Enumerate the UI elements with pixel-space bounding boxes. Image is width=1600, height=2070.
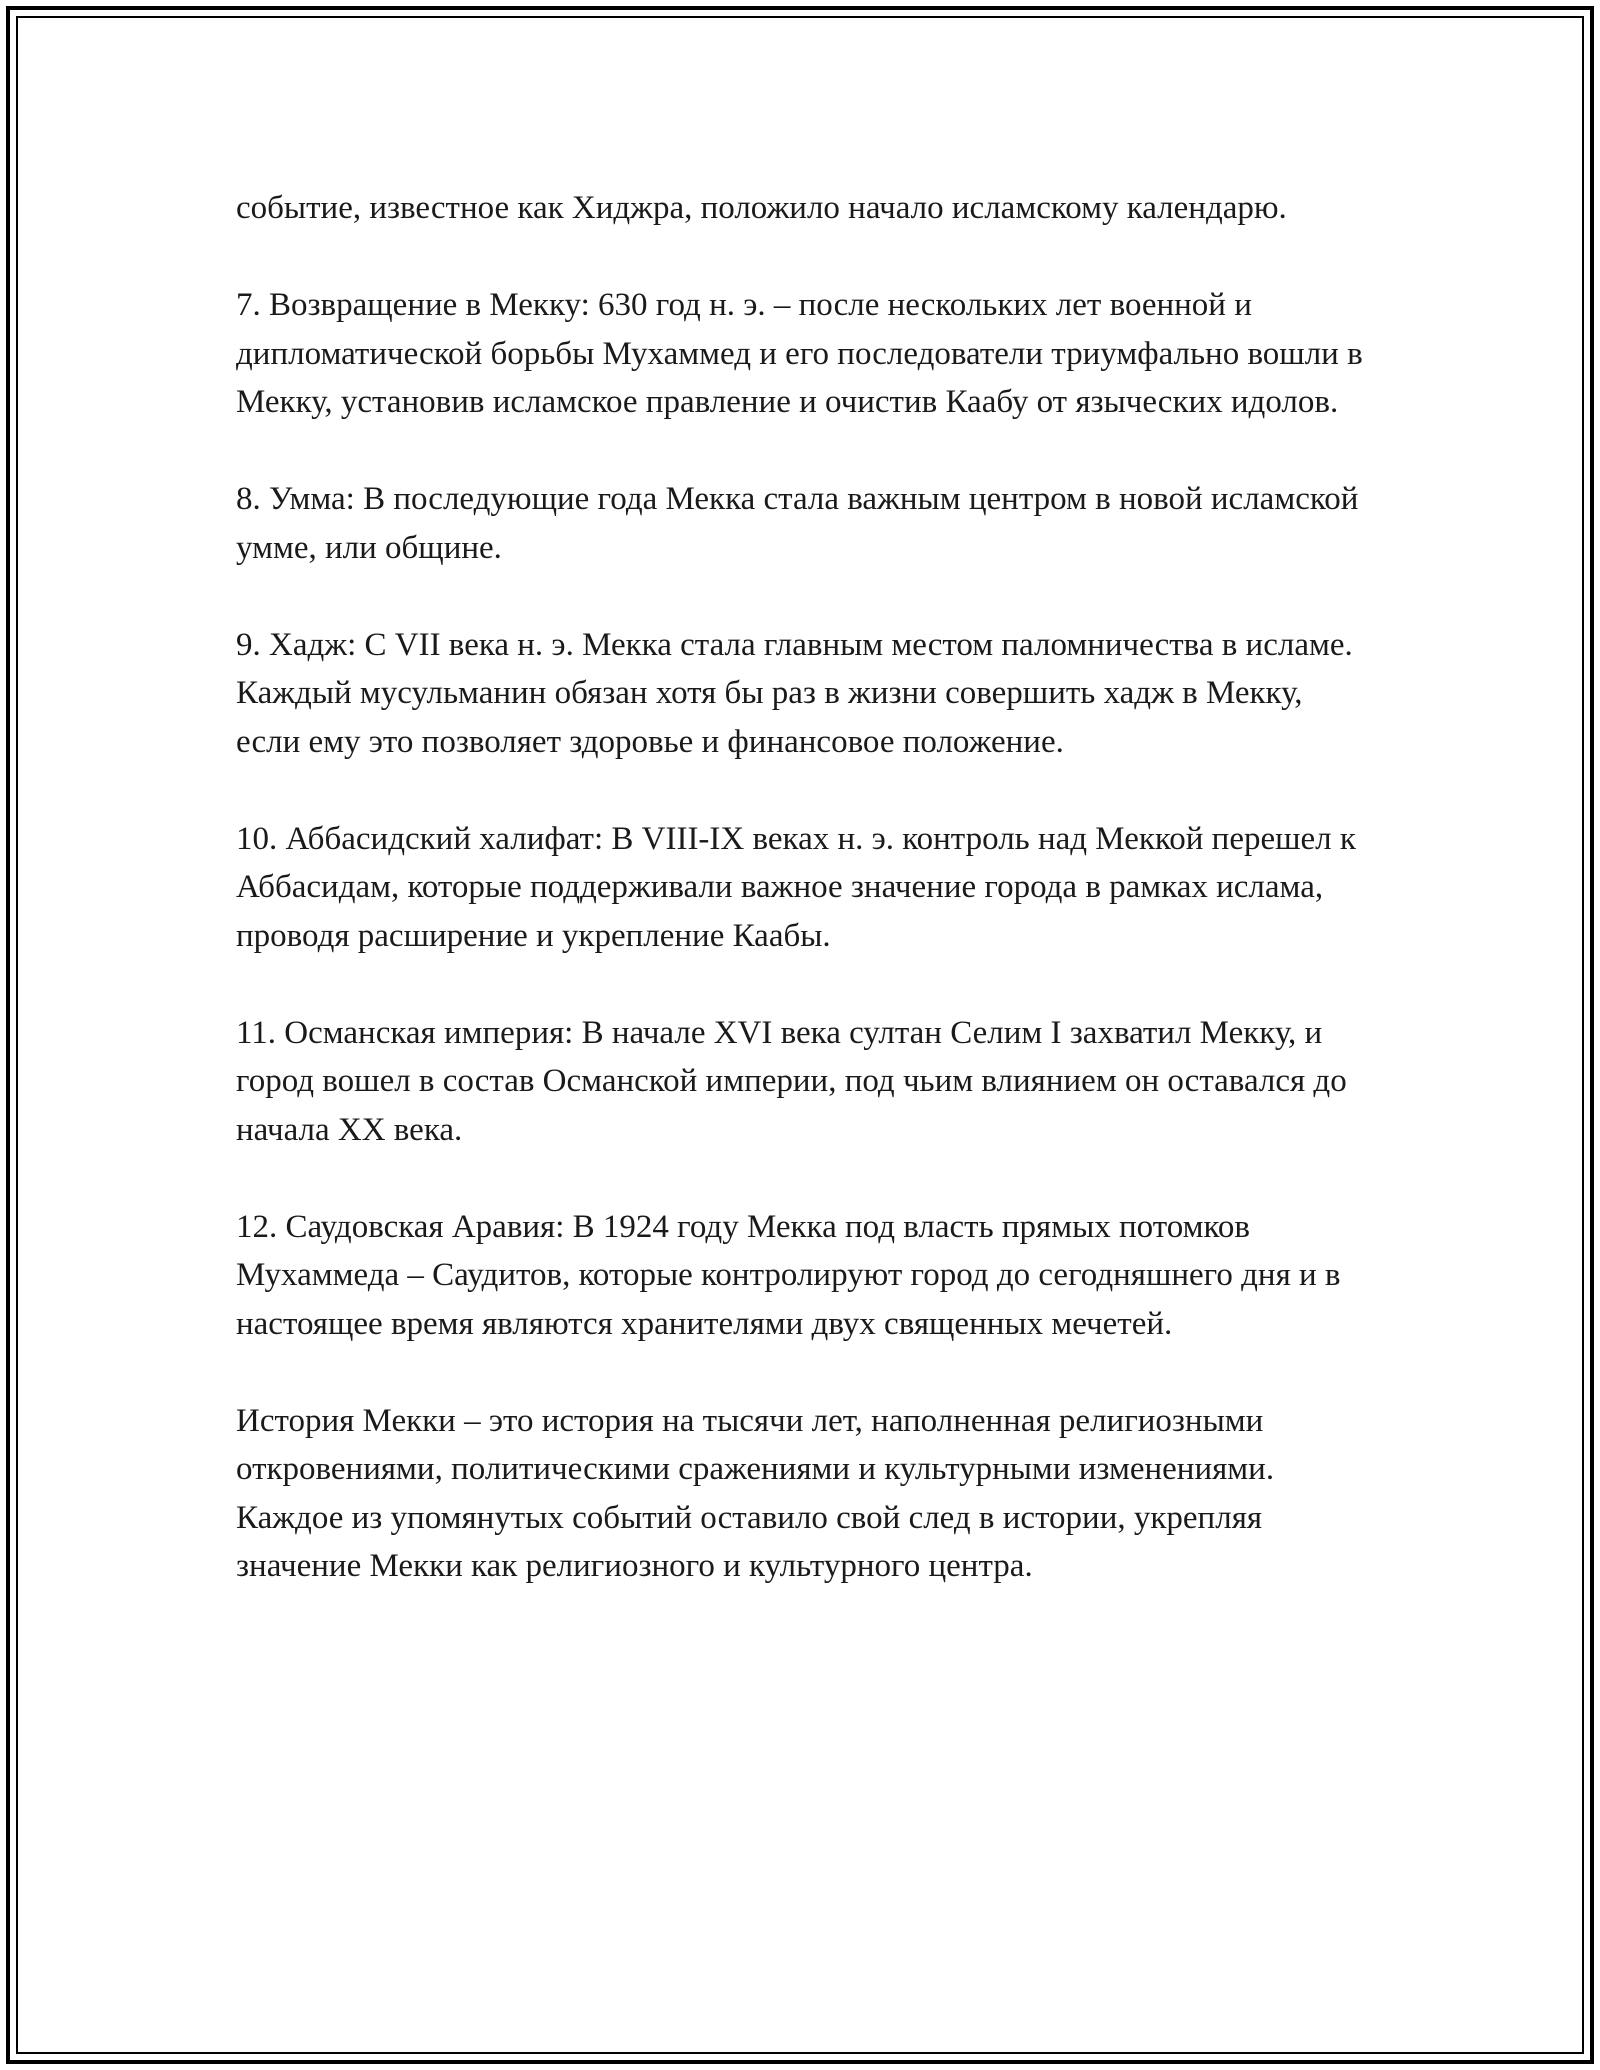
paragraph-saudi-arabia: 12. Саудовская Аравия: В 1924 году Мекка под власть прямых потомков Мухаммеда – Саудитов, которые контролируют город до сегодняшнего дня и в настоящее время являются хранителями двух священных мечетей. bbox=[236, 1208, 1341, 1342]
paragraph-return-to-mecca: 7. Возвращение в Мекку: 630 год н. э. – после нескольких лет военной и дипломатической борьбы Мухаммед и его последователи триумфально вошли в Мекку, установив исламское правление и очистив Каабу от языческих идолов. bbox=[236, 287, 1363, 420]
paragraph-hijra-continuation: событие, известное как Хиджра, положило начало исламскому календарю. bbox=[236, 190, 1287, 226]
paragraph-ottoman-empire: 11. Османская империя: В начале XVI века султан Селим I захватил Мекку, и город вошел в состав Османской империи, под чьим влиянием он оставался до начала XX века. bbox=[236, 1014, 1347, 1148]
paragraph-conclusion: История Мекки – это история на тысячи лет, наполненная религиозными откровениями, политическими сражениями и культурными изменениями. Каждое из упомянутых событий оставило свой след в истории, укрепляя значение Мекки как религиозного и культурного центра. bbox=[236, 1402, 1275, 1584]
paragraph-umma: 8. Умма: В последующие года Мекка стала важным центром в новой исламской умме, или общине. bbox=[236, 481, 1359, 566]
document-body bbox=[236, 184, 1364, 1639]
paragraph-hajj: 9. Хадж: С VII века н. э. Мекка стала главным местом паломничества в исламе. Каждый мусульманин обязан хотя бы раз в жизни совершить хадж в Мекку, если ему это позволяет здоровье и финансовое положение. bbox=[236, 626, 1353, 760]
paragraph-abbasid-caliphate: 10. Аббасидский халифат: В VIII-IX веках н. э. контроль над Меккой перешел к Аббасидам, которые поддерживали важное значение города в рамках ислама, проводя расширение и укрепление Каабы. bbox=[236, 820, 1356, 954]
